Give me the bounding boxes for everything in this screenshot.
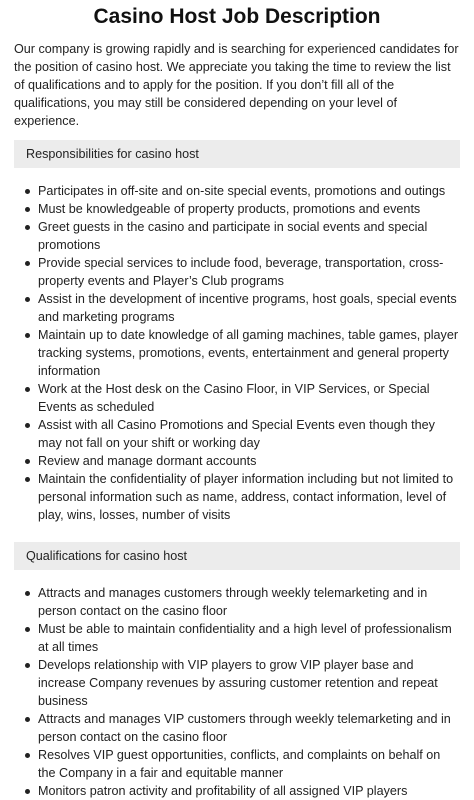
list-item: Attracts and manages customers through weekly telemarketing and in person contact on the casino floor <box>14 584 460 620</box>
list-item: Assist in the development of incentive programs, host goals, special events and marketing programs <box>14 290 460 326</box>
list-item: Provide special services to include food, beverage, transportation, cross-property events and Player’s Club programs <box>14 254 460 290</box>
intro-paragraph: Our company is growing rapidly and is searching for experienced candidates for the position of casino host. We appreciate you taking the time to review the list of qualifications and to apply for the position. If you don’t fill all of the qualifications, you may still be considered depending on your level of experience. <box>14 42 459 128</box>
responsibilities-heading: Responsibilities for casino host <box>14 140 460 168</box>
responsibilities-list <box>14 182 460 524</box>
list-item: Monitors patron activity and profitability of all assigned VIP players <box>14 782 460 800</box>
list-item: Must be knowledgeable of property products, promotions and events <box>14 200 460 218</box>
list-item: Attracts and manages VIP customers through weekly telemarketing and in person contact on the casino floor <box>14 710 460 746</box>
list-item: Maintain the confidentiality of player information including but not limited to personal information such as name, address, contact information, level of play, wins, losses, number of visits <box>14 470 460 524</box>
list-item: Review and manage dormant accounts <box>14 452 460 470</box>
list-item: Participates in off-site and on-site special events, promotions and outings <box>14 182 460 200</box>
list-item: Must be able to maintain confidentiality and a high level of professionalism at all times <box>14 620 460 656</box>
list-item: Maintain up to date knowledge of all gaming machines, table games, player tracking systems, promotions, events, entertainment and general property information <box>14 326 460 380</box>
qualifications-list <box>14 584 460 800</box>
qualifications-heading: Qualifications for casino host <box>14 542 460 570</box>
list-item: Assist with all Casino Promotions and Special Events even though they may not fall on your shift or working day <box>14 416 460 452</box>
section-spacer <box>14 524 460 532</box>
list-item: Resolves VIP guest opportunities, conflicts, and complaints on behalf on the Company in a fair and equitable manner <box>14 746 460 782</box>
list-item: Greet guests in the casino and participate in social events and special promotions <box>14 218 460 254</box>
page-title: Casino Host Job Description <box>93 5 381 28</box>
list-item: Work at the Host desk on the Casino Floor, in VIP Services, or Special Events as scheduled <box>14 380 460 416</box>
list-item: Develops relationship with VIP players to grow VIP player base and increase Company revenues by assuring customer retention and repeat business <box>14 656 460 710</box>
